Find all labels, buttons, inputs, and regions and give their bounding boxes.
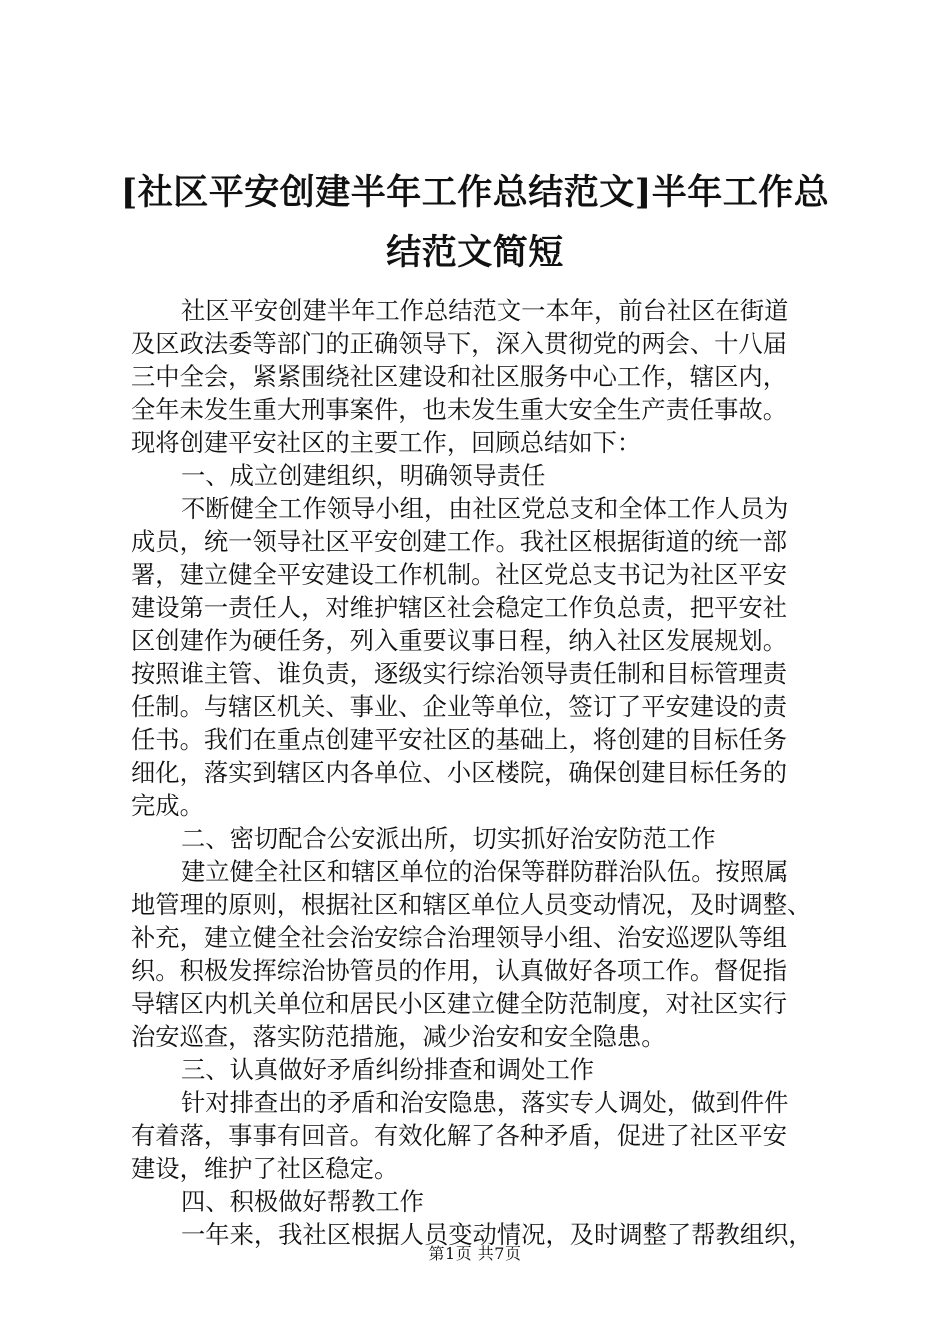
title-line-1: [社区平安创建半年工作总结范文]半年工作总: [120, 172, 830, 213]
body-line: 治安巡查，落实防范措施，减少治安和安全隐患。: [131, 1022, 666, 1051]
body-line: 针对排查出的矛盾和治安隐患，落实专人调处，做到件件: [181, 1088, 789, 1117]
document-title: [110, 163, 840, 283]
body-line: 建设，维护了社区稳定。: [131, 1154, 399, 1183]
page-footer: 第1页 共7页: [428, 1244, 522, 1263]
body-line: 区创建作为硬任务，列入重要议事日程，纳入社区发展规划。: [131, 626, 788, 655]
body-line: 完成。: [131, 791, 204, 820]
body-line: 任制。与辖区机关、事业、企业等单位，签订了平安建设的责: [131, 692, 788, 721]
body-line: 细化，落实到辖区内各单位、小区楼院，确保创建目标任务的: [131, 758, 788, 787]
document-body: [131, 294, 831, 1251]
body-line: 补充，建立健全社会治安综合治理领导小组、治安巡逻队等组: [131, 923, 788, 952]
body-line: 建立健全社区和辖区单位的治保等群防群治队伍。按照属: [181, 857, 789, 886]
body-line: 二、密切配合公安派出所，切实抓好治安防范工作: [181, 824, 716, 853]
body-line: 一、成立创建组织，明确领导责任: [181, 461, 546, 490]
body-line: 织。积极发挥综治协管员的作用，认真做好各项工作。督促指: [131, 956, 788, 985]
body-line: 地管理的原则，根据社区和辖区单位人员变动情况，及时调整、: [131, 890, 812, 919]
body-line: 成员，统一领导社区平安创建工作。我社区根据街道的统一部: [131, 527, 788, 556]
body-line: 建设第一责任人，对维护辖区社会稳定工作负总责，把平安社: [131, 593, 788, 622]
body-line: 社区平安创建半年工作总结范文一本年，前台社区在街道: [181, 296, 789, 325]
body-line: 现将创建平安社区的主要工作，回顾总结如下：: [131, 428, 642, 457]
body-line: 不断健全工作领导小组，由社区党总支和全体工作人员为: [181, 494, 789, 523]
body-line: 任书。我们在重点创建平安社区的基础上，将创建的目标任务: [131, 725, 788, 754]
body-line: 三中全会，紧紧围绕社区建设和社区服务中心工作，辖区内，: [131, 362, 788, 391]
body-line: 及区政法委等部门的正确领导下，深入贯彻党的两会、十八届: [131, 329, 788, 358]
body-line: 全年未发生重大刑事案件，也未发生重大安全生产责任事故。: [131, 395, 788, 424]
title-line-2: 结范文简短: [386, 232, 564, 273]
body-line: 有着落，事事有回音。有效化解了各种矛盾，促进了社区平安: [131, 1121, 788, 1150]
body-line: 一年来，我社区根据人员变动情况，及时调整了帮教组织，: [181, 1220, 813, 1249]
body-line: 四、积极做好帮教工作: [181, 1187, 424, 1216]
body-line: 三、认真做好矛盾纠纷排查和调处工作: [181, 1055, 595, 1084]
body-line: 署，建立健全平安建设工作机制。社区党总支书记为社区平安: [131, 560, 788, 589]
body-line: 导辖区内机关单位和居民小区建立健全防范制度，对社区实行: [131, 989, 788, 1018]
body-line: 按照谁主管、谁负责，逐级实行综治领导责任制和目标管理责: [131, 659, 788, 688]
